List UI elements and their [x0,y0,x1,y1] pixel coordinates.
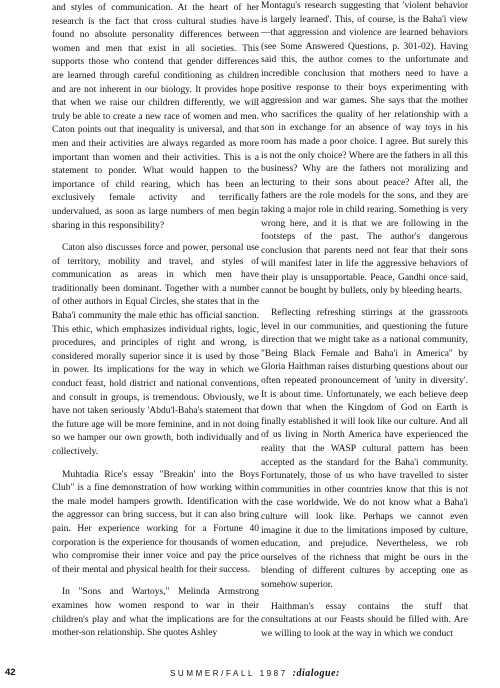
paragraph: Montagu's research suggesting that 'violent behavior is largely learned'. This, of course, is the Baha'i view—that aggression and violence are learned behaviors (see Some Answered Questions, p. 301-02). Having said this, the author comes to the unfortunate and incredible conclusion that mothers need to have a positive response to their boys experimenting with aggression and war games. She says that the mother who sacrifices the quality of her relationship with a son in exchange for an absence of way toys in his room has made a poor choice. I agree. But surely this is not the only choice? Where are the fathers in all this business? Why are the fathers not moralizing and lecturing to their sons about peace? After all, the fathers are the role models for the sons, and they are taking a major role in child rearing. Something is very wrong here, and it is that we are following in the footsteps of the past. The author's dangerous conclusion that parents need not fear that their sons will manifest later in life the aggressive behaviors of their play is unsupportable. Peace, Gandhi once said, cannot be bought by bullets, only by bleeding hearts. [261,1,468,297]
right-column [261,0,468,641]
paragraph: Caton also discusses force and power, personal use of territory, mobility and travel, and styles of communication as areas in which men have traditionally been dominant. Together with a number of other authors in Equal Circles, she states that in the Baha'i community the male ethic has official sanction. This ethic, which emphasizes individual rights, logic, procedures, and principles of right and wrong, is considered morally superior since it is used by those in power. Its implications for the way in which we conduct feast, hold district and national conventions, and consult in groups, is tremendous. Obviously, we have not taken seriously 'Abdu'l-Baha's statement that the future age will be more feminine, and in not doing so we hamper our own growth, both individually and collectively. [52,243,259,457]
issue-date: SUMMER/FALL 1987 [170,669,288,678]
left-column [52,2,259,641]
paragraph: Muhtadia Rice's essay "Breakin' into the Boys Club" is a fine demonstration of how working within the male model hampers growth. Identification with the aggressor can bring success, but it can also bring pain. Her experience working for a Fortune 40 corporation is the experience for thousands of women who compromise their inner voice and pay the price of their mental and physical health for their success. [52,469,259,575]
magazine-title: dialogue [296,668,337,679]
page-footer [0,667,500,681]
paragraph: and styles of communication. At the heart of her research is the fact that cross cultural studies have found no absolute personality differences between women and men that exist in all societies. This supports those who contend that gender differences are learned through careful conditioning as children and are not inherent in our biology. It provides hope that when we raise our children differently, we will truly be able to create a new race of women and men. Caton points out that inequality is universal, and that men and their activities are always regarded as more important than women and their activities. This is a statement to ponder. What would happen to the importance of child rearing, which has been an exclusively female activity and terrifically undervalued, as soon as large numbers of men begin sharing in this responsibility? [52,3,259,231]
magazine-name: :dialogue: [292,668,340,679]
paragraph: In "Sons and Wartoys," Melinda Armstrong examines how women respond to war in their children's play and what the implications are for the mother-son relationship. She quotes Ashley [52,587,259,639]
running-head [170,668,340,679]
paragraph: Reflecting refreshing stirrings at the grassroots level in our communities, and questioning the future direction that we might take as a national community, "Being Black Female and Baha'i in America" by Gloria Haithman raises disturbing questions about our often repeated pronouncement of 'unity in diversity'. It is about time. Unfortunately, we each believe deep down that when the Kingdom of God on Earth is finally established it will look like our culture. And all of us living in North America have experienced the reality that the WASP cultural pattern has been accepted as the standard for the Baha'i community. Fortunately, those of us who have travelled to sister communities in other countries know that this is not the case worldwide. We do not know what a Baha'i culture will look like. Perhaps we cannot even imagine it due to the limitations imposed by culture, education, and prejudice. Nevertheless, we rob ourselves of the richness that might be ours in the blending of different cultures by accepting one as somehow superior. [261,308,468,590]
paragraph: Haithman's essay contains the stuff that consultations at our Feasts should be filled with. Are we willing to look at the way in which we conduct [261,601,468,639]
page-number: 42 [5,667,16,678]
